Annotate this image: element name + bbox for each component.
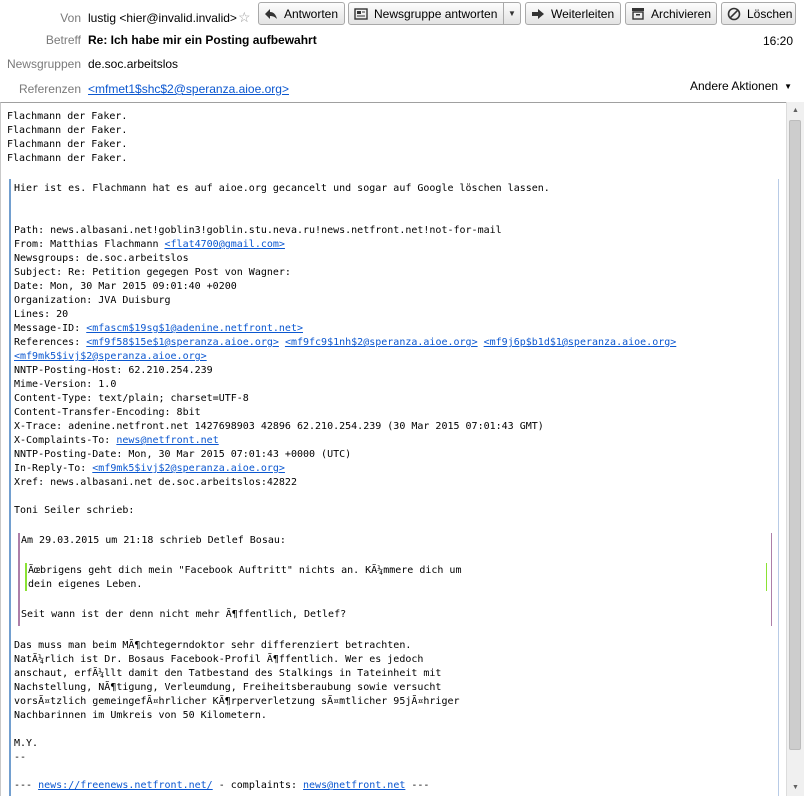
subject-value: Re: Ich habe mir ein Posting aufbewahrt xyxy=(88,33,317,47)
line: anschaut, erfÃ¼llt damit den Tatbestand des Stalkings in Tateinheit mit xyxy=(14,668,442,679)
content-type-line: Content-Type: text/plain; charset=UTF-8 xyxy=(14,393,249,404)
innermost-quote xyxy=(28,564,461,592)
line: Flachmann der Faker. xyxy=(7,139,128,150)
reference-link-4[interactable]: <mf9mk5$ivj$2@speranza.aioe.org> xyxy=(14,351,207,362)
newsgroup-icon xyxy=(354,6,368,22)
signature-name: M.Y. xyxy=(14,738,39,749)
message-header xyxy=(0,0,804,102)
chevron-down-icon: ▼ xyxy=(784,82,792,92)
forward-arrow-icon xyxy=(531,6,545,22)
line: Nachbarinnen im Umkreis von 50 Kilometern. xyxy=(14,710,267,721)
mime-line: Mime-Version: 1.0 xyxy=(14,379,117,390)
cte-line: Content-Transfer-Encoding: 8bit xyxy=(14,407,201,418)
reference-link-2[interactable]: <mf9fc9$1nh$2@speranza.aioe.org> xyxy=(284,337,478,348)
message-id-line: Message-ID: <mfascm$19sg$1@adenine.netfront.net> xyxy=(14,323,303,334)
complaints-email-link[interactable]: news@netfront.net xyxy=(116,435,219,446)
from-label: Von xyxy=(60,11,81,25)
scroll-up-icon[interactable]: ▲ xyxy=(792,107,799,114)
in-reply-to-link[interactable]: <mf9mk5$ivj$2@speranza.aioe.org> xyxy=(92,463,285,474)
toni-attribution: Toni Seiler schrieb: xyxy=(14,505,135,516)
message-id-link[interactable]: <mfascm$19sg$1@adenine.netfront.net> xyxy=(86,323,303,334)
seit-wann-line: Seit wann ist der denn nicht mehr Ã¶ffentlich, Detlef? xyxy=(21,609,347,620)
organization-line: Organization: JVA Duisburg xyxy=(14,295,171,306)
line: Flachmann der Faker. xyxy=(7,125,128,136)
references-label: Referenzen xyxy=(18,82,81,96)
other-actions-button[interactable] xyxy=(690,79,792,93)
line: dein eigenes Leben. xyxy=(28,579,143,590)
reply-arrow-icon xyxy=(264,6,278,22)
delete-prohibit-icon xyxy=(727,6,741,22)
other-actions-label: Andere Aktionen xyxy=(690,79,779,93)
footer-complaints-link[interactable]: news@netfront.net xyxy=(303,780,406,791)
references-line: References: <mf9f58$15e$1@speranza.aioe.org> <mf9fc9$1nh$2@speranza.aioe.org> <mf9j6p$b1d$1@speranza.aioe.org> xyxy=(14,337,677,348)
reply-label: Antworten xyxy=(284,6,339,21)
chevron-down-icon: ▼ xyxy=(508,9,516,18)
star-icon[interactable]: ☆ xyxy=(238,9,251,25)
reply-newsgroup-button[interactable] xyxy=(348,2,504,25)
scroll-down-icon[interactable]: ▼ xyxy=(792,784,799,791)
freenews-link[interactable]: news://freenews.netfront.net/ xyxy=(38,780,213,791)
intro-line: Hier ist es. Flachmann hat es auf aioe.org gecancelt und sogar auf Google löschen lassen. xyxy=(14,183,550,194)
line: NatÃ¼rlich ist Dr. Bosaus Facebook-Profil Ã¶ffentlich. Wer es jedoch xyxy=(14,654,424,665)
date-line: Date: Mon, 30 Mar 2015 09:01:40 +0200 xyxy=(14,281,237,292)
footer-line: --- news://freenews.netfront.net/ - complaints: news@netfront.net --- xyxy=(14,780,430,791)
delete-label: Löschen xyxy=(747,6,793,21)
newsgroups-value[interactable]: de.soc.arbeitslos xyxy=(88,57,179,71)
scrollbar-thumb[interactable] xyxy=(789,120,801,750)
detlef-attribution: Am 29.03.2015 um 21:18 schrieb Detlef Bosau: xyxy=(21,535,286,546)
from-email-link[interactable]: <flat4700@gmail.com> xyxy=(164,239,285,250)
vertical-scrollbar[interactable] xyxy=(786,102,804,796)
newsgroups-label: Newsgruppen xyxy=(6,57,81,71)
line: Das muss man beim MÃ¶chtegerndoktor sehr differenziert betrachten. xyxy=(14,640,412,651)
references-link[interactable]: <mfmet1$shc$2@speranza.aioe.org> xyxy=(88,82,289,96)
line: Ãœbrigens geht dich mein "Facebook Auftritt" nichts an. KÃ¼mmere dich um xyxy=(28,565,462,576)
quoted-posting xyxy=(14,182,676,518)
reference-link-1[interactable]: <mf9f58$15e$1@speranza.aioe.org> xyxy=(86,337,279,348)
reply-options-dropdown[interactable] xyxy=(503,2,521,25)
path-line: Path: news.albasani.net!goblin3!goblin.stu.neva.ru!news.netfront.net!not-for-mail xyxy=(14,225,502,236)
xtrace-line: X-Trace: adenine.netfront.net 1427698903 42896 62.210.254.239 (30 Mar 2015 07:01:43 GMT) xyxy=(14,421,544,432)
subject-line: Subject: Re: Petition gegegen Post von Wagner: xyxy=(14,267,291,278)
reference-link-3[interactable]: <mf9j6p$b1d$1@speranza.aioe.org> xyxy=(483,337,677,348)
reply-newsgroup-label: Newsgruppe antworten xyxy=(374,6,498,21)
archive-box-icon xyxy=(631,6,645,22)
lines-line: Lines: 20 xyxy=(14,309,69,320)
newsgroups-line: Newsgroups: de.soc.arbeitslos xyxy=(14,253,189,264)
xcomplaints-line: X-Complaints-To: news@netfront.net xyxy=(14,435,219,446)
nntp-date-line: NNTP-Posting-Date: Mon, 30 Mar 2015 07:01:43 +0000 (UTC) xyxy=(14,449,352,460)
references-line-2 xyxy=(14,350,676,364)
archive-label: Archivieren xyxy=(651,6,712,21)
archive-button[interactable] xyxy=(625,2,717,25)
message-body xyxy=(0,102,786,796)
signature-separator: -- xyxy=(14,752,27,763)
in-reply-to-line: In-Reply-To: <mf9mk5$ivj$2@speranza.aioe.org> xyxy=(14,463,285,474)
xref-line: Xref: news.albasani.net de.soc.arbeitslos:42822 xyxy=(14,477,297,488)
line: vorsÃ¤tzlich gemeingefÃ¤hrlicher KÃ¶rperverletzung sÃ¤mtlicher 95jÃ¤hriger xyxy=(14,696,460,707)
forward-label: Weiterleiten xyxy=(551,6,615,21)
message-time: 16:20 xyxy=(762,34,793,48)
line: Flachmann der Faker. xyxy=(7,111,128,122)
line: Flachmann der Faker. xyxy=(7,153,128,164)
nntp-host-line: NNTP-Posting-Host: 62.210.254.239 xyxy=(14,365,213,376)
reply-paragraph xyxy=(14,639,460,793)
subject-label: Betreff xyxy=(45,33,81,47)
line: Nachstellung, NÃ¶tigung, Verleumdung, Freiheitsberaubung sowie versucht xyxy=(14,682,442,693)
delete-button[interactable] xyxy=(721,2,796,25)
forward-button[interactable] xyxy=(525,2,621,25)
top-lines xyxy=(7,110,127,166)
from-line: From: Matthias Flachmann <flat4700@gmail.com> xyxy=(14,239,285,250)
from-value[interactable]: lustig <hier@invalid.invalid> xyxy=(88,11,237,25)
reply-button[interactable] xyxy=(258,2,345,25)
